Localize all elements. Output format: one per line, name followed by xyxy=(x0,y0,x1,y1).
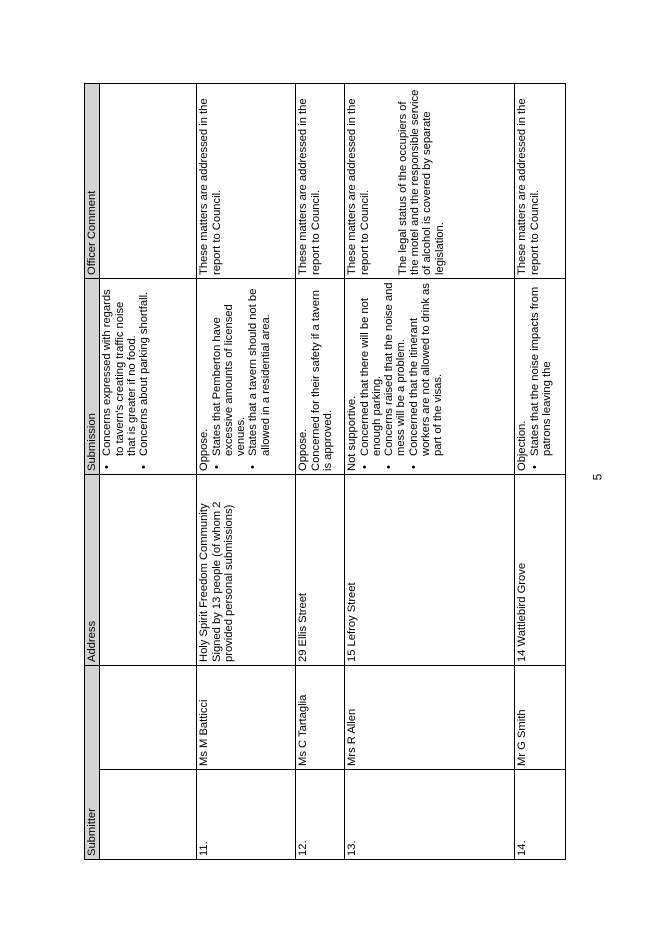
submission-intro: Objection. xyxy=(516,420,529,471)
officer-comment-text: These matters are addressed in the report to Council. xyxy=(346,98,371,275)
cell-officer-comment: These matters are addressed in the report to Council. xyxy=(197,84,296,279)
submissions-table xyxy=(84,83,566,860)
cell-address: 14 Wattlebird Grove xyxy=(515,475,566,666)
cell-submitter: Mrs R Allen xyxy=(345,666,515,770)
table-row xyxy=(515,84,566,860)
rotated-table-container xyxy=(84,84,566,860)
table-row xyxy=(296,84,345,860)
header-address: Address xyxy=(85,475,100,666)
header-submission: Submission xyxy=(85,279,100,475)
header-submitter: Submitter xyxy=(85,666,100,860)
submission-bullet: • States that Pemberton have excessive amounts of licensed venues. xyxy=(211,282,248,456)
cell-submitter: Ms C Tartaglia xyxy=(296,666,345,770)
table-row xyxy=(100,84,197,860)
submission-bullet: • Concerned that the itinerant workers are not allowed to drink as part of the visas. xyxy=(408,282,445,456)
cell-number: 11. xyxy=(197,770,296,860)
cell-address xyxy=(100,475,197,666)
cell-submitter: Ms M Batticci xyxy=(197,666,296,770)
cell-officer-comment: These matters are addressed in the report to Council. xyxy=(296,84,345,279)
cell-officer-comment xyxy=(100,84,197,279)
table-header-row xyxy=(85,84,100,860)
submission-bullet: • Concerns raised that the noise and mess will be a problem. xyxy=(383,282,408,456)
submission-bullet: • Concerns about parking shortfall. xyxy=(138,282,150,456)
cell-submission xyxy=(197,279,296,475)
cell-submitter xyxy=(100,666,197,770)
cell-number: 13. xyxy=(345,770,515,860)
cell-submission xyxy=(515,279,566,475)
submission-bullet: • Concerned that there will be not enough parking. xyxy=(359,282,384,456)
header-officer-comment: Officer Comment xyxy=(85,84,100,279)
cell-submitter: Mr G Smith xyxy=(515,666,566,770)
table-row xyxy=(345,84,515,860)
cell-number: 14. xyxy=(515,770,566,860)
cell-address: 29 Ellis Street xyxy=(296,475,345,666)
submission-bullet: • Concerns expressed with regards to tavern's creating traffic noise that is greater if no food. xyxy=(101,282,138,456)
officer-comment-text: The legal status of the occupiers of the motel and the responsible service of alcohol is covered by separate legislation. xyxy=(396,89,446,275)
submission-intro: Oppose. xyxy=(198,428,211,471)
submission-intro: Not supportive. xyxy=(346,395,359,471)
table-row xyxy=(197,84,296,860)
cell-number xyxy=(100,770,197,860)
submission-bullet: • States that the noise impacts from patrons leaving the xyxy=(529,282,554,456)
cell-officer-comment xyxy=(345,84,515,279)
cell-submission xyxy=(296,279,345,475)
submission-intro: Oppose. xyxy=(297,428,310,471)
submission-text: Concerned for their safety if a tavern is approved. xyxy=(309,290,334,471)
cell-address: 15 Lefroy Street xyxy=(345,475,515,666)
submission-bullet: • States that a tavern should not be allowed in a residential area. xyxy=(247,282,272,456)
cell-submission xyxy=(100,279,197,475)
cell-officer-comment: These matters are addressed in the report to Council. xyxy=(515,84,566,279)
cell-number: 12. xyxy=(296,770,345,860)
cell-submission xyxy=(345,279,515,475)
cell-address: Holy Spirit Freedom Community Signed by 13 people (of whom 2 provided personal submissions) xyxy=(197,475,296,666)
page-number: 5 xyxy=(590,473,605,481)
